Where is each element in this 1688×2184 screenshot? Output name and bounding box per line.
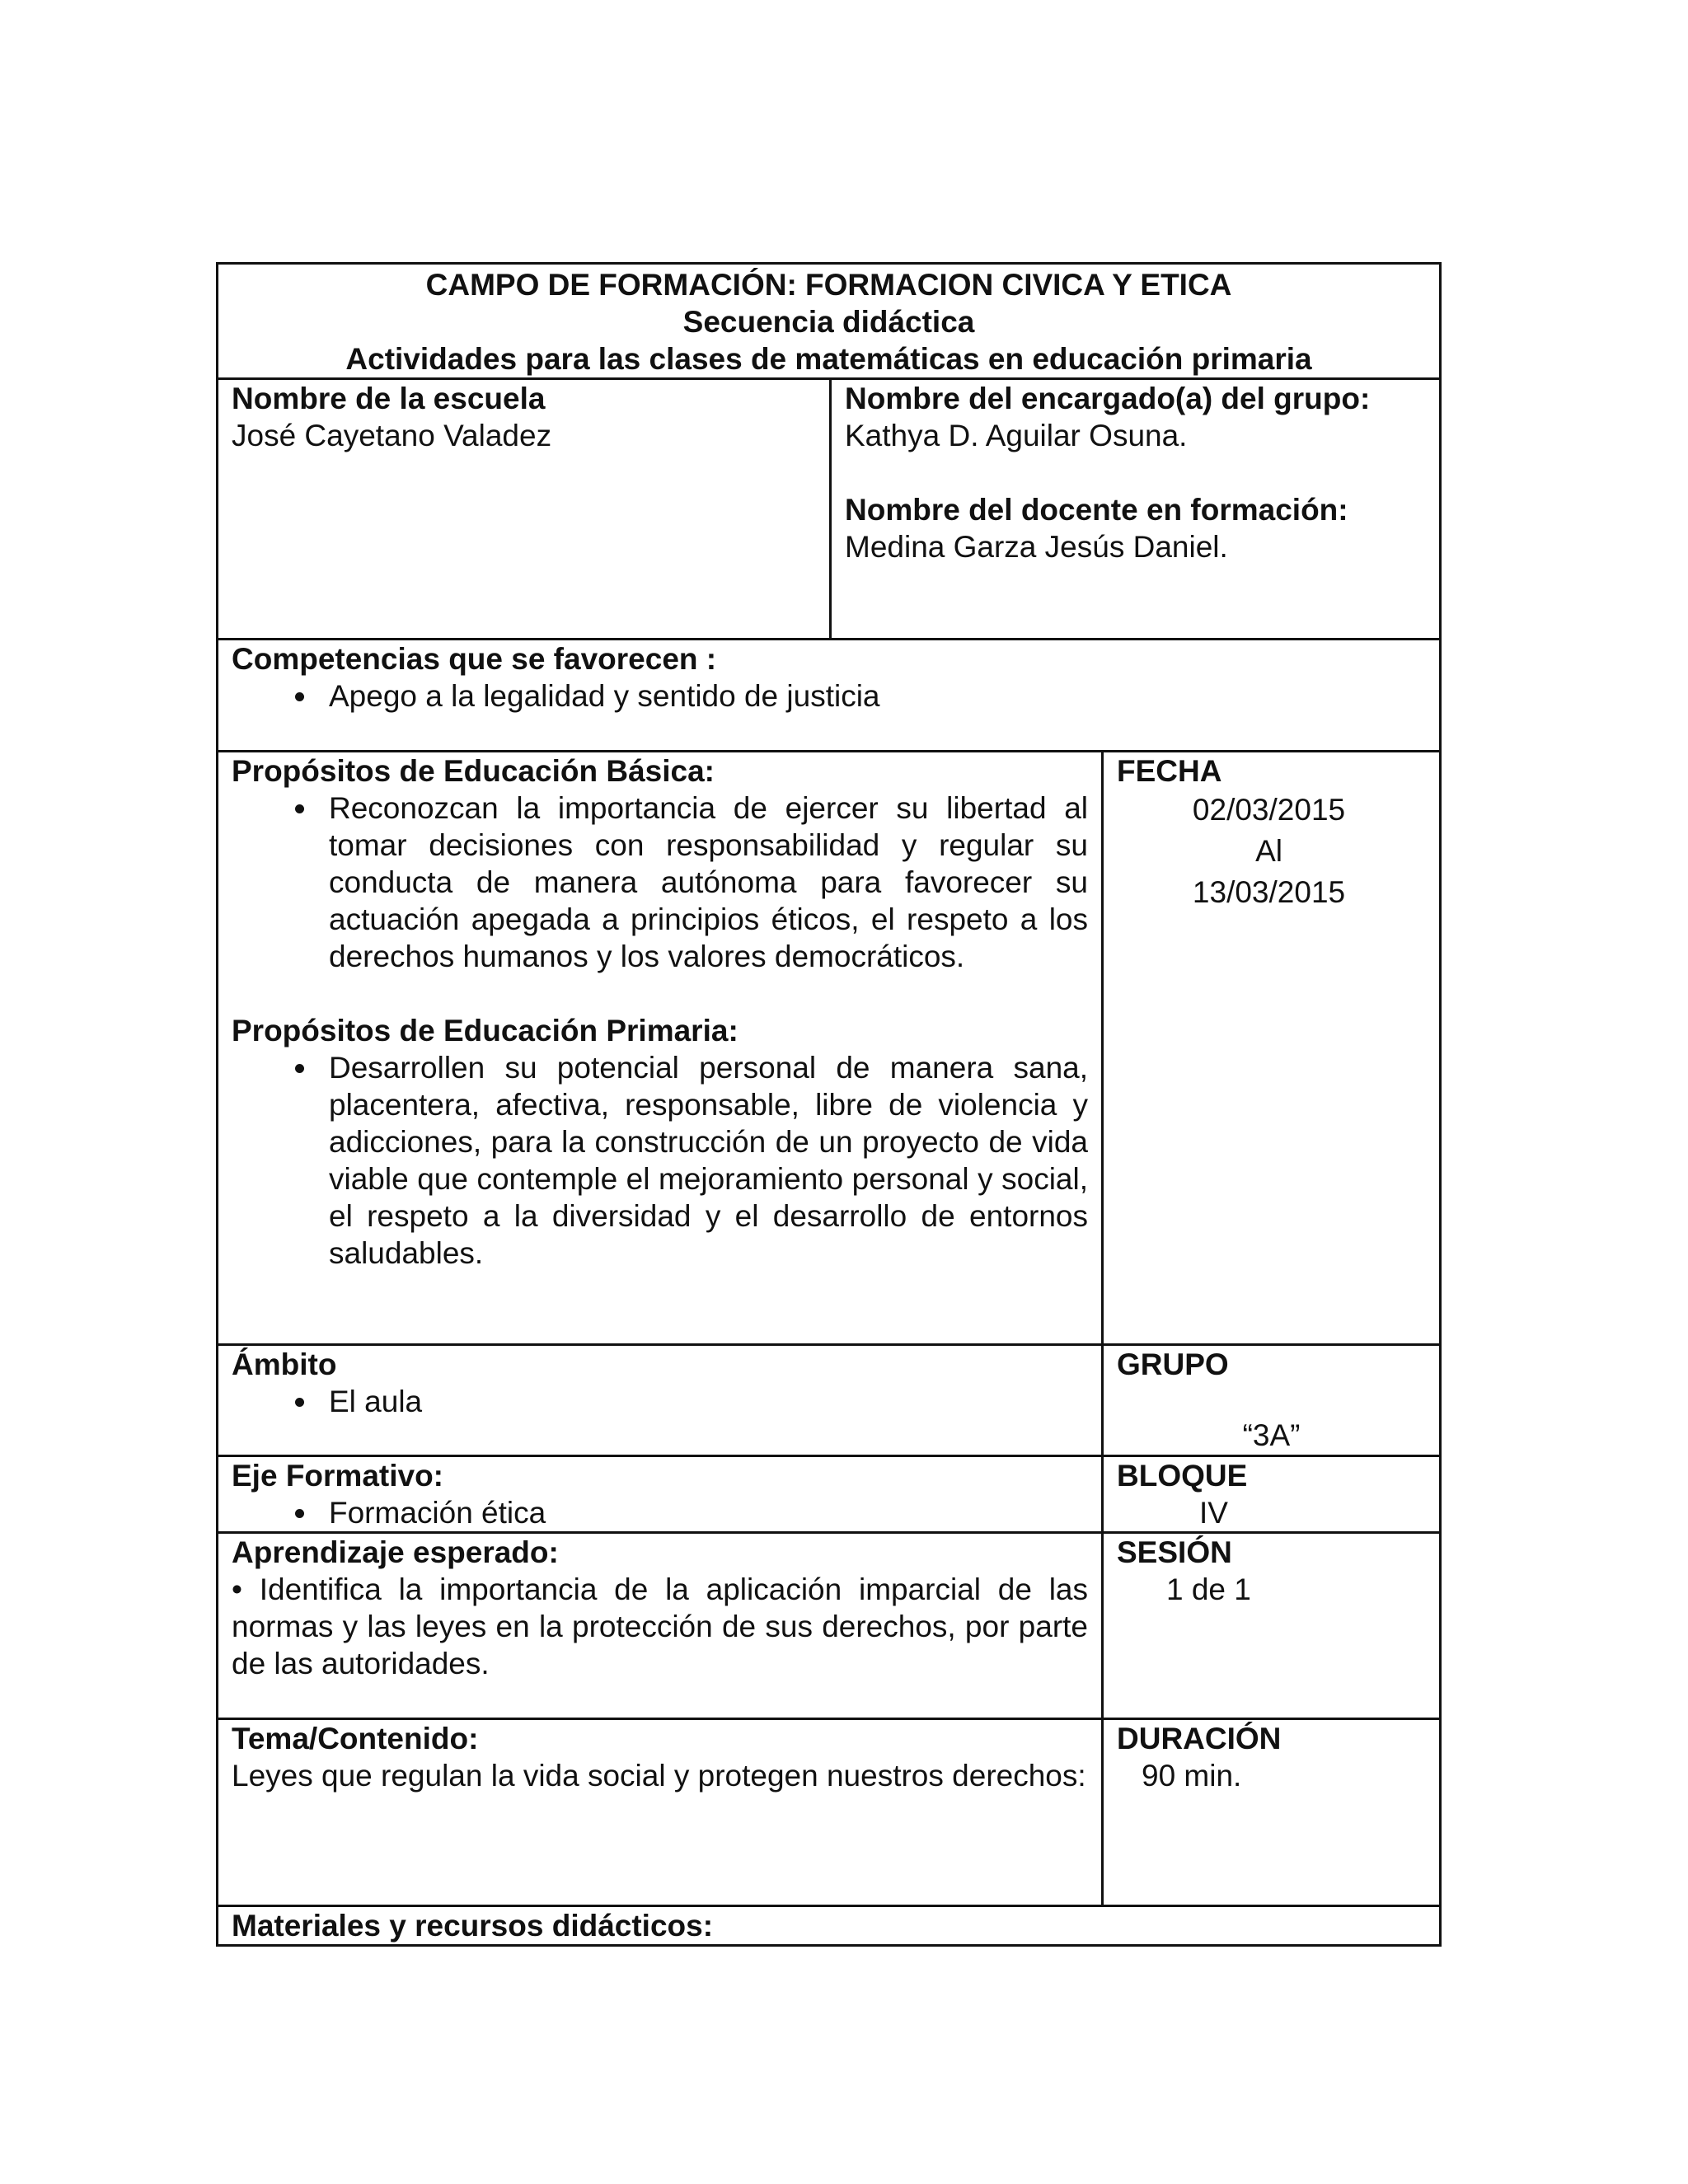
aprendizaje-cell bbox=[218, 1533, 1103, 1719]
fecha-connector: Al bbox=[1255, 834, 1282, 868]
ambito-cell bbox=[218, 1345, 1103, 1456]
aprendizaje-label: Aprendizaje esperado: bbox=[232, 1535, 559, 1569]
fecha-end: 13/03/2015 bbox=[1192, 875, 1346, 909]
proposito-basica-label: Propósitos de Educación Básica: bbox=[232, 754, 715, 788]
competencias-cell bbox=[218, 640, 1441, 752]
eje-list bbox=[232, 1494, 1088, 1531]
trainee-label: Nombre del docente en formación: bbox=[845, 493, 1348, 527]
tema-cell bbox=[218, 1719, 1103, 1906]
materiales-label: Materiales y recursos didácticos: bbox=[232, 1909, 714, 1943]
duracion-cell bbox=[1103, 1719, 1441, 1906]
competencias-list bbox=[232, 677, 1426, 715]
bloque-value: IV bbox=[1199, 1496, 1228, 1530]
list-item: • Apego a la legalidad y sentido de justicia bbox=[319, 677, 1426, 715]
fecha-start: 02/03/2015 bbox=[1192, 793, 1346, 827]
header-cell bbox=[218, 264, 1441, 379]
school-name: José Cayetano Valadez bbox=[232, 419, 552, 452]
sesion-cell bbox=[1103, 1533, 1441, 1719]
bloque-cell bbox=[1103, 1456, 1441, 1533]
school-label: Nombre de la escuela bbox=[232, 382, 546, 415]
materiales-cell bbox=[218, 1906, 1441, 1946]
list-item: • Desarrollen su potencial personal de manera sana, placentera, afectiva, responsable, libre de violencia y adicciones, para la construcción de un proyecto de vida viable que contemple el mejoramiento personal y social, el respeto a la diversidad y el desarrollo de entornos saludables. bbox=[319, 1049, 1088, 1272]
grupo-label: GRUPO bbox=[1117, 1347, 1229, 1381]
duracion-label: DURACIÓN bbox=[1117, 1722, 1282, 1755]
sesion-value: 1 de 1 bbox=[1166, 1572, 1251, 1606]
competencias-label: Competencias que se favorecen : bbox=[232, 642, 717, 676]
lesson-plan-table bbox=[216, 262, 1442, 1947]
eje-cell bbox=[218, 1456, 1103, 1533]
grupo-cell bbox=[1103, 1345, 1441, 1456]
teachers-cell bbox=[831, 379, 1441, 640]
proposito-basica-list bbox=[232, 790, 1088, 975]
ambito-label: Ámbito bbox=[232, 1347, 337, 1381]
propositos-cell bbox=[218, 752, 1103, 1345]
grupo-value: “3A” bbox=[1242, 1418, 1301, 1452]
list-item: • Reconozcan la importancia de ejercer su libertad al tomar decisiones con responsabilidad y regular su conducta de manera autónoma para favorecer su actuación apegada a principios éticos, el respeto a los derechos humanos y los valores democráticos. bbox=[319, 790, 1088, 975]
trainee-name: Medina Garza Jesús Daniel. bbox=[845, 530, 1228, 564]
list-item: • El aula bbox=[319, 1383, 1088, 1420]
ambito-list bbox=[232, 1383, 1088, 1420]
list-item: • Formación ética bbox=[319, 1494, 1088, 1531]
school-cell bbox=[218, 379, 831, 640]
field-of-study-title: CAMPO DE FORMACIÓN: FORMACION CIVICA Y ETICA bbox=[425, 268, 1232, 302]
proposito-primaria-label: Propósitos de Educación Primaria: bbox=[232, 1014, 738, 1047]
fecha-label: FECHA bbox=[1117, 754, 1222, 788]
proposito-primaria-list bbox=[232, 1049, 1088, 1272]
group-leader-name: Kathya D. Aguilar Osuna. bbox=[845, 419, 1188, 452]
sequence-title: Secuencia didáctica bbox=[682, 305, 975, 339]
activities-title: Actividades para las clases de matemáticas en educación primaria bbox=[345, 342, 1312, 376]
tema-text: Leyes que regulan la vida social y protegen nuestros derechos: bbox=[232, 1759, 1086, 1793]
duracion-value: 90 min. bbox=[1142, 1759, 1242, 1793]
group-leader-label: Nombre del encargado(a) del grupo: bbox=[845, 382, 1371, 415]
eje-label: Eje Formativo: bbox=[232, 1459, 443, 1493]
aprendizaje-text: • Identifica la importancia de la aplicación imparcial de las normas y las leyes en la protección de sus derechos, por parte de las autoridades. bbox=[232, 1572, 1088, 1680]
tema-label: Tema/Contenido: bbox=[232, 1722, 479, 1755]
fecha-cell bbox=[1103, 752, 1441, 1345]
sesion-label: SESIÓN bbox=[1117, 1535, 1232, 1569]
bloque-label: BLOQUE bbox=[1117, 1459, 1248, 1493]
